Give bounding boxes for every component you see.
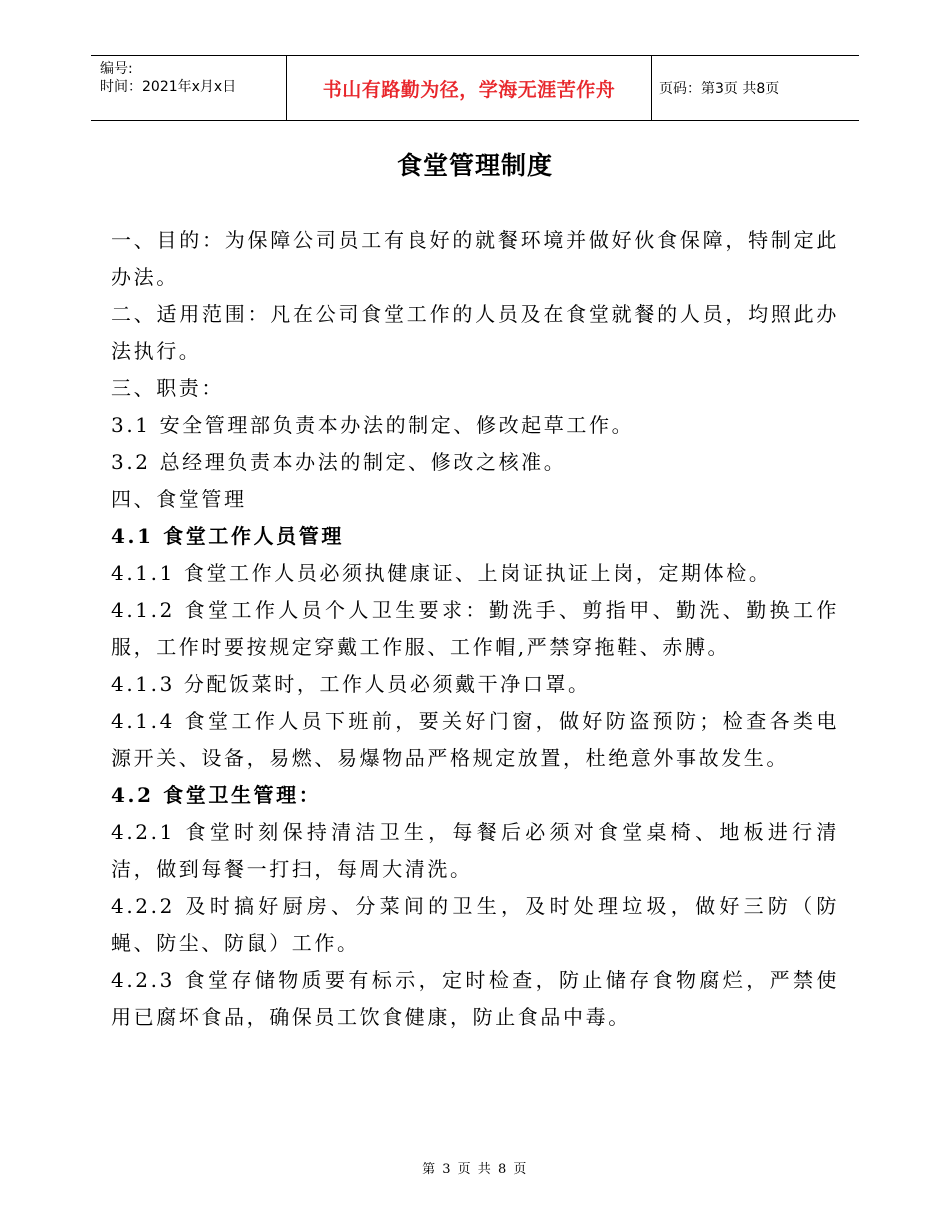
paragraph-4-2-2: 4.2.2 及时搞好厨房、分菜间的卫生，及时处理垃圾，做好三防（防蝇、防尘、防鼠）工作。 [111, 894, 839, 955]
document-title: 食堂管理制度 [396, 151, 553, 180]
paragraph-4-1-3: 4.1.3 分配饭菜时，工作人员必须戴干净口罩。 [111, 672, 591, 696]
paragraph-4-2-1: 4.2.1 食堂时刻保持清洁卫生，每餐后必须对食堂桌椅、地板进行清洁，做到每餐一打扫，每周大清洗。 [111, 820, 839, 881]
paragraph-3-2: 3.2 总经理负责本办法的制定、修改之核准。 [111, 450, 567, 474]
paragraph-4-1-2: 4.1.2 食堂工作人员个人卫生要求：勤洗手、剪指甲、勤洗、勤换工作服，工作时要按规定穿戴工作服、工作帽,严禁穿拖鞋、赤膊。 [111, 598, 839, 659]
paragraph-4-1-4: 4.1.4 食堂工作人员下班前，要关好门窗，做好防盗预防；检查各类电源开关、设备，易燃、易爆物品严格规定放置，杜绝意外事故发生。 [111, 709, 839, 770]
section-heading-4-2: 4.2 食堂卫生管理： [111, 783, 322, 807]
page-footer: 第 3 页 共 8 页 [422, 1162, 528, 1177]
header-meta [100, 60, 236, 96]
paragraph-4-2-3: 4.2.3 食堂存储物质要有标示，定时检查，防止储存食物腐烂，严禁使用已腐坏食品，确保员工饮食健康，防止食品中毒。 [111, 968, 839, 1029]
paragraph-4-1-1: 4.1.1 食堂工作人员必须执健康证、上岗证执证上岗，定期体检。 [111, 561, 772, 585]
paragraph-purpose: 一、目的：为保障公司员工有良好的就餐环境并做好伙食保障，特制定此办法。 [111, 228, 839, 289]
paragraph-canteen-management-heading: 四、食堂管理 [111, 487, 247, 511]
page-header [91, 55, 859, 121]
paragraph-duties-heading: 三、职责： [111, 376, 224, 400]
document-number-label: 编号: [100, 61, 133, 77]
document-body [111, 222, 839, 1036]
section-heading-4-1: 4.1 食堂工作人员管理 [111, 524, 344, 548]
header-page-info: 页码：第3页 共8页 [659, 81, 780, 97]
document-time: 时间：2021年x月x日 [100, 79, 237, 95]
paragraph-scope: 二、适用范围：凡在公司食堂工作的人员及在食堂就餐的人员，均照此办法执行。 [111, 302, 839, 363]
paragraph-3-1: 3.1 安全管理部负责本办法的制定、修改起草工作。 [111, 413, 635, 437]
header-motto: 书山有路勤为径，学海无涯苦作舟 [286, 56, 652, 120]
